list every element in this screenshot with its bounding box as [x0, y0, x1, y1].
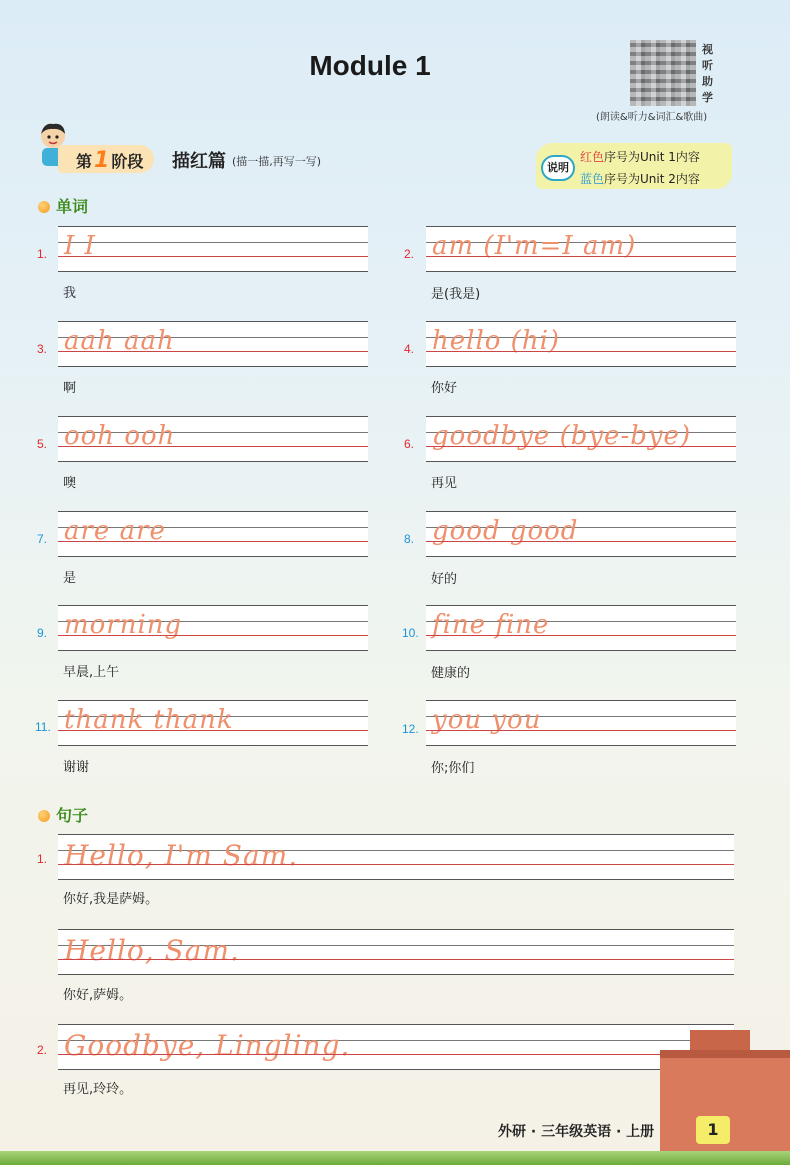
- writing-lines[interactable]: [426, 416, 736, 462]
- trace-sentence: Hello, Sam.: [64, 934, 240, 967]
- writing-lines[interactable]: [58, 605, 368, 651]
- stage-heading: 描红篇: [172, 151, 226, 172]
- word-meaning: 啊: [63, 381, 77, 396]
- sentence-meaning: 你好,萨姆。: [63, 988, 133, 1003]
- trace-word: thank thank: [64, 705, 234, 735]
- trace-sentence: Goodbye, Lingling.: [64, 1029, 351, 1062]
- writing-lines[interactable]: [58, 834, 734, 880]
- writing-lines[interactable]: [426, 226, 736, 272]
- trace-word: I I: [64, 231, 96, 261]
- qr-side-label: 视 听 助 学: [702, 43, 713, 104]
- word-number: 10.: [402, 626, 419, 640]
- word-number: 5.: [37, 437, 48, 451]
- writing-lines[interactable]: [426, 605, 736, 651]
- word-number: 8.: [404, 532, 415, 546]
- word-number: 3.: [37, 342, 48, 356]
- trace-word: am (I'm=I am): [432, 231, 637, 261]
- trace-word: goodbye (bye-bye): [432, 421, 692, 451]
- word-meaning: 好的: [431, 572, 458, 587]
- word-number: 6.: [404, 437, 415, 451]
- word-meaning: 再见: [431, 476, 458, 491]
- stage-number: 1: [94, 148, 110, 173]
- word-number: 9.: [37, 626, 48, 640]
- stage-label: 第1 阶段: [76, 148, 144, 173]
- trace-word: are are: [64, 516, 166, 546]
- book-title: 外研 · 三年级英语 · 上册: [498, 1124, 655, 1140]
- writing-lines[interactable]: [58, 700, 368, 746]
- word-meaning: 你;你们: [431, 761, 475, 776]
- sentences-section-label: 句子: [38, 803, 88, 826]
- word-meaning: 我: [63, 286, 77, 301]
- word-number: 1.: [37, 247, 48, 261]
- word-meaning: 你好: [431, 381, 458, 396]
- writing-lines[interactable]: [58, 929, 734, 975]
- trace-word: hello (hi): [432, 326, 561, 356]
- page-number: 1: [696, 1116, 730, 1144]
- sentence-number: 1.: [37, 852, 48, 866]
- sentence-number: 2.: [37, 1043, 48, 1057]
- sentence-meaning: 再见,玲玲。: [63, 1082, 133, 1097]
- writing-lines[interactable]: [58, 1024, 734, 1070]
- sentence-meaning: 你好,我是萨姆。: [63, 892, 159, 907]
- word-number: 12.: [402, 722, 419, 736]
- word-number: 2.: [404, 247, 415, 261]
- word-meaning: 噢: [63, 476, 77, 491]
- note-line-unit1: 红色序号为Unit 1内容: [580, 150, 700, 164]
- word-number: 11.: [35, 720, 51, 734]
- word-meaning: 健康的: [431, 666, 471, 681]
- word-meaning: 是: [63, 571, 77, 586]
- trace-word: fine fine: [432, 610, 550, 640]
- trace-word: good good: [432, 516, 579, 546]
- trace-word: aah aah: [64, 326, 175, 356]
- trace-word: ooh ooh: [64, 421, 176, 451]
- word-meaning: 是(我是): [431, 287, 481, 302]
- trace-sentence: Hello, I'm Sam.: [64, 839, 299, 872]
- writing-lines[interactable]: [58, 416, 368, 462]
- writing-lines[interactable]: [426, 321, 736, 367]
- note-line-unit2: 蓝色序号为Unit 2内容: [580, 172, 700, 186]
- word-number: 4.: [404, 342, 415, 356]
- page-title: Module 1: [309, 50, 431, 81]
- writing-lines[interactable]: [426, 511, 736, 557]
- qr-code-image[interactable]: [630, 40, 696, 106]
- writing-lines[interactable]: [426, 700, 736, 746]
- qr-caption: (朗读&听力&词汇&歌曲): [596, 112, 708, 123]
- writing-lines[interactable]: [58, 321, 368, 367]
- words-section-label: 单词: [38, 194, 88, 217]
- bullet-icon: [38, 810, 50, 822]
- bullet-icon: [38, 201, 50, 213]
- writing-lines[interactable]: [58, 511, 368, 557]
- word-meaning: 早晨,上午: [63, 665, 120, 680]
- trace-word: you you: [432, 705, 542, 735]
- note-badge: 说明: [541, 155, 575, 181]
- grass-illustration: [0, 1151, 790, 1165]
- trace-word: morning: [64, 610, 183, 640]
- stage-subheading: (描一描,再写一写): [232, 155, 322, 168]
- word-meaning: 谢谢: [63, 760, 90, 775]
- writing-lines[interactable]: [58, 226, 368, 272]
- word-number: 7.: [37, 532, 48, 546]
